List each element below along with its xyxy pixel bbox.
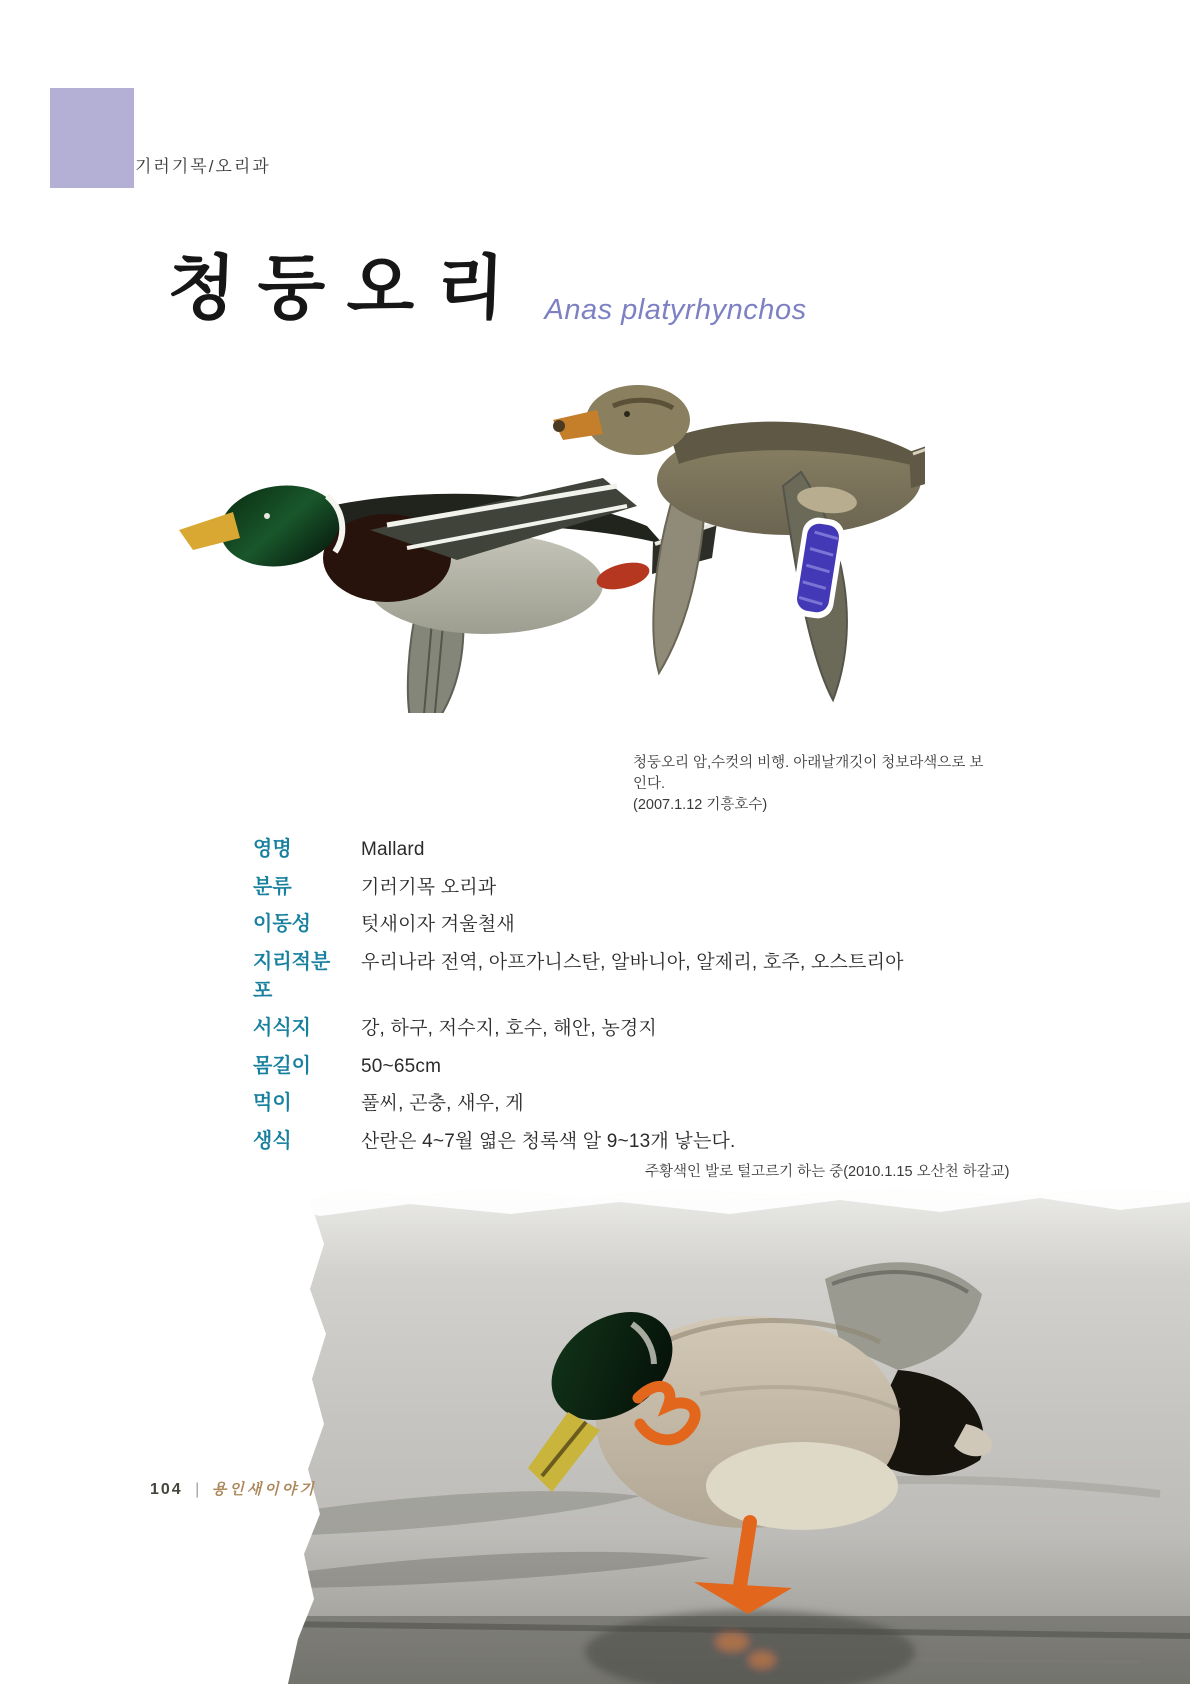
spec-row-breeding (253, 1124, 993, 1153)
spec-row-english-name (253, 832, 993, 861)
caption-line-2: (2007.1.12 기흥호수) (633, 797, 768, 814)
preening-mallard-illustration (280, 1184, 1190, 1684)
spec-row-classification (253, 870, 993, 899)
spec-row-food (253, 1086, 993, 1115)
scientific-name: Anas platyrhynchos (544, 294, 807, 326)
spec-row-body-length (253, 1049, 993, 1078)
caption-line-1: 청둥오리 암,수컷의 비행. 아래날개깃이 청보라색으로 보인다. (633, 755, 984, 793)
spec-label: 지리적분포 (253, 950, 331, 1002)
page-number: 104 (150, 1481, 183, 1498)
corner-accent-block (50, 88, 134, 188)
flying-mallards-illustration (155, 368, 925, 713)
spec-row-migration (253, 907, 993, 936)
spec-label: 서식지 (253, 1017, 311, 1039)
page-footer (150, 1478, 317, 1499)
spec-value: 풀씨, 곤충, 새우, 게 (361, 1093, 524, 1114)
footer-separator: | (195, 1481, 200, 1498)
spec-value: 강, 하구, 저수지, 호수, 해안, 농경지 (361, 1018, 657, 1039)
spec-label: 영명 (253, 838, 292, 860)
page-title: 청둥오리 (166, 246, 528, 329)
spec-value: 산란은 4~7월 엷은 청록색 알 9~13개 낳는다. (361, 1130, 736, 1152)
spec-value: Mallard (361, 839, 425, 860)
spec-label: 분류 (253, 875, 292, 898)
spec-label: 몸길이 (253, 1054, 311, 1077)
photo-flying-mallards (155, 368, 925, 713)
photo-preening-mallard (280, 1184, 1190, 1684)
spec-value: 기러기목 오리과 (361, 876, 497, 898)
female-mallard (553, 385, 925, 700)
spec-value: 텃새이자 겨울철새 (361, 914, 515, 935)
ice-top-wash (280, 1184, 1190, 1216)
spec-row-distribution (253, 945, 993, 1003)
title-row (168, 232, 1068, 342)
photo-caption-flying (633, 753, 993, 816)
book-title: 용인새이야기 (211, 1480, 317, 1498)
spec-label: 이동성 (253, 913, 311, 935)
spec-value: 우리나라 전역, 아프가니스탄, 알바니아, 알제리, 호주, 오스트리아 (361, 951, 904, 973)
spec-value: 50~65cm (361, 1055, 442, 1077)
spec-table (253, 832, 993, 1161)
spec-label: 생식 (253, 1129, 292, 1152)
section-label: 기러기목/오리과 (135, 157, 271, 176)
spec-label: 먹이 (253, 1092, 292, 1114)
male-mallard (179, 478, 717, 713)
spec-row-habitat (253, 1011, 993, 1040)
photo-caption-preening: 주황색인 발로 털고르기 하는 중(2010.1.15 오산천 하갈교) (645, 1164, 1010, 1180)
